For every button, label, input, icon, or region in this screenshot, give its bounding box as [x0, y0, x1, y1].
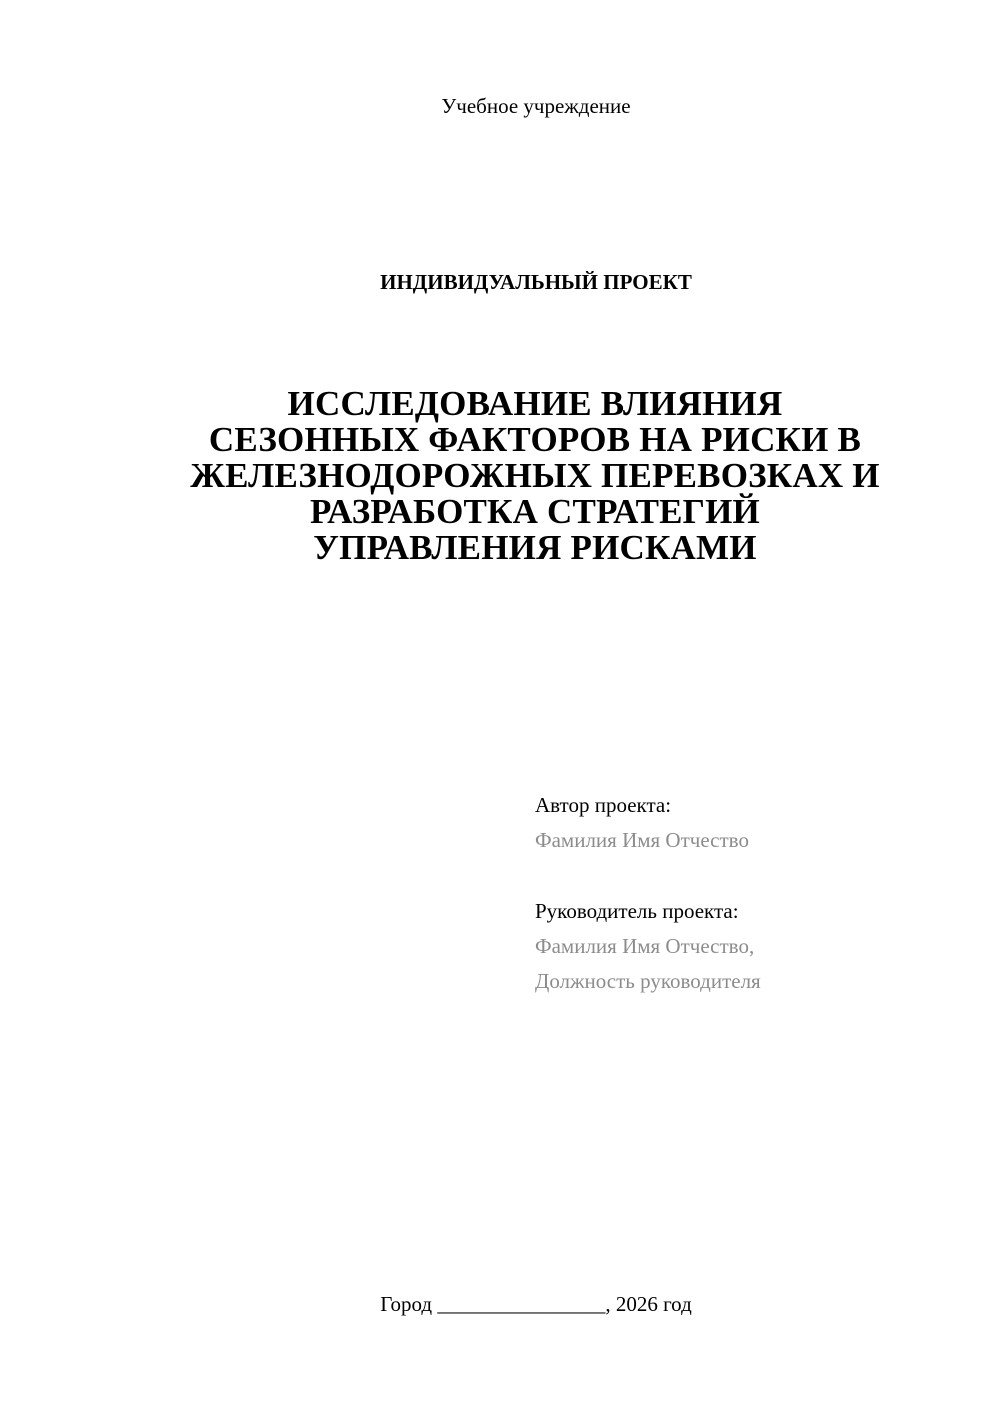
- supervisor-position: Должность руководителя: [535, 969, 761, 993]
- title-line: ИССЛЕДОВАНИЕ ВЛИЯНИЯ: [287, 384, 783, 423]
- city-year-line: Город ________________, 2026 год: [380, 1292, 692, 1316]
- title-line: РАЗРАБОТКА СТРАТЕГИЙ: [310, 492, 760, 531]
- title-line: СЕЗОННЫХ ФАКТОРОВ НА РИСКИ В: [208, 420, 862, 459]
- project-title: [140, 386, 930, 566]
- credits-block: [535, 788, 975, 999]
- author-name: Фамилия Имя Отчество: [535, 828, 749, 852]
- project-type: ИНДИВИДУАЛЬНЫЙ ПРОЕКТ: [380, 270, 692, 294]
- spacer: [535, 858, 975, 894]
- supervisor-label: Руководитель проекта:: [535, 899, 739, 923]
- author-label: Автор проекта:: [535, 793, 672, 817]
- institution-name: Учебное учреждение: [441, 94, 631, 118]
- title-line: УПРАВЛЕНИЯ РИСКАМИ: [313, 528, 757, 567]
- supervisor-name: Фамилия Имя Отчество,: [535, 934, 755, 958]
- title-line: ЖЕЛЕЗНОДОРОЖНЫХ ПЕРЕВОЗКАХ И: [190, 456, 880, 495]
